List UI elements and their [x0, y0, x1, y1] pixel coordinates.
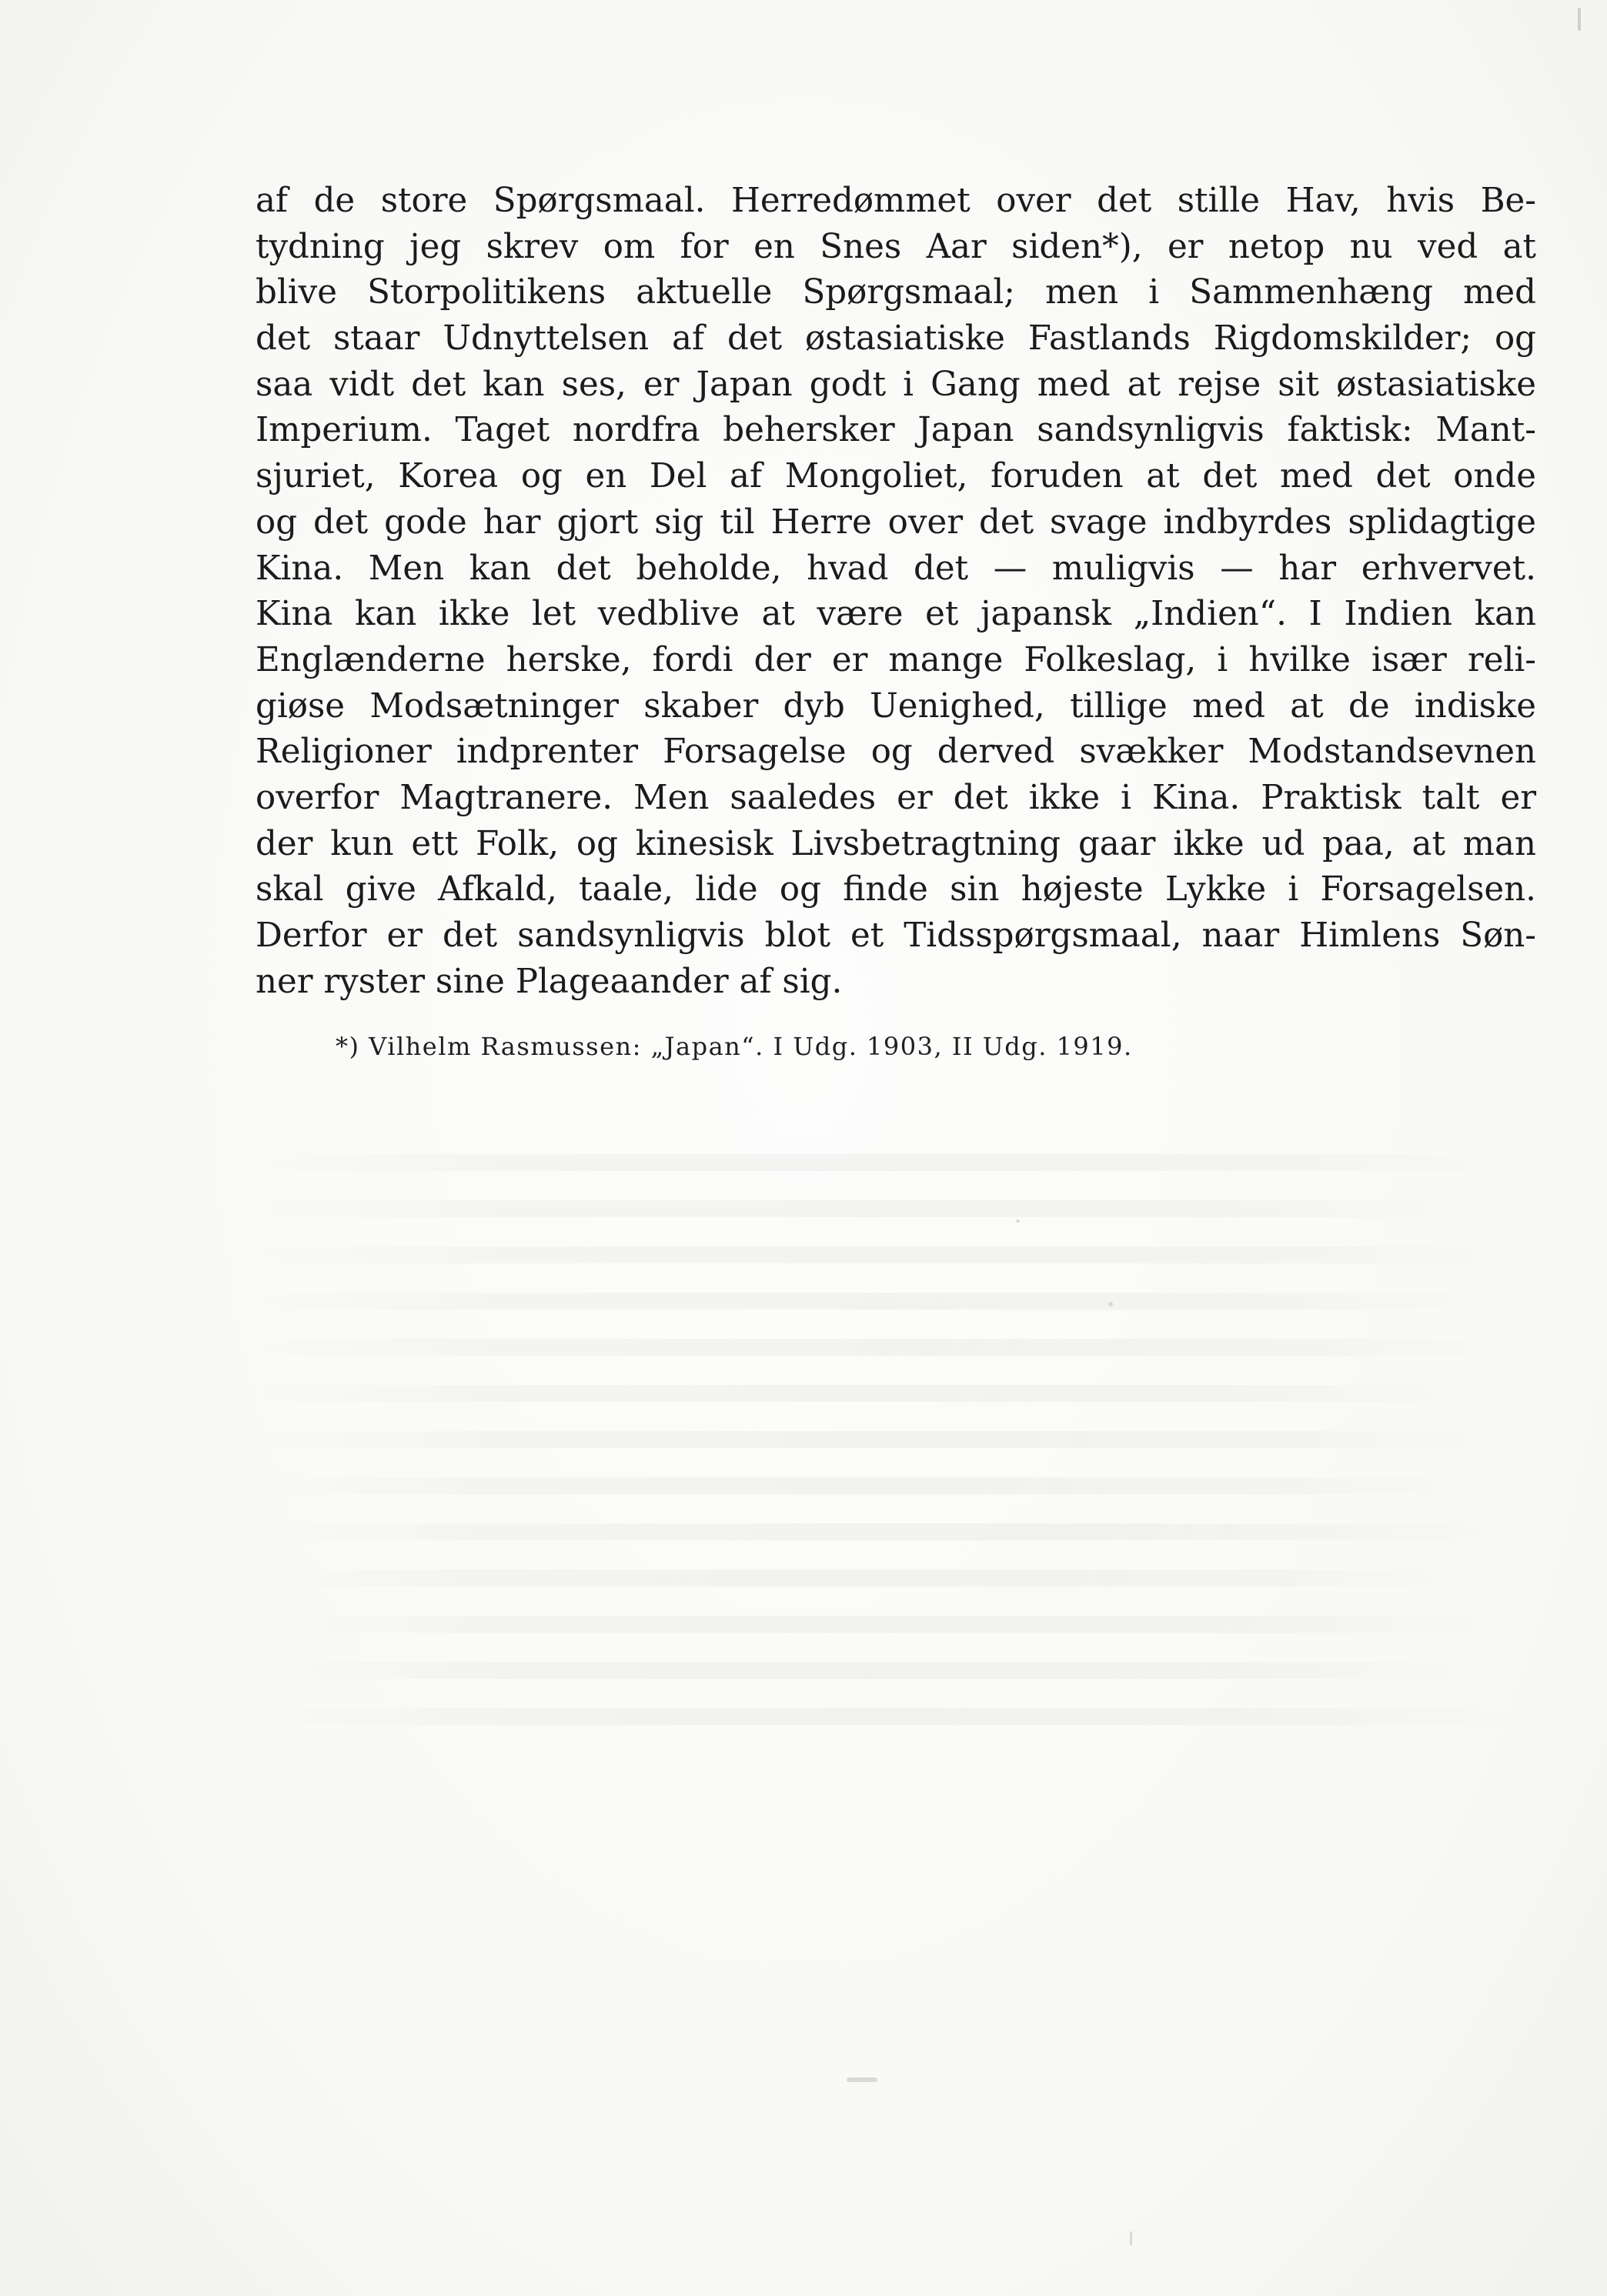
text-line: af de store Spørgsmaal. Herredømmet over det stille Hav, hvis Be-: [256, 182, 1536, 220]
text-line: sjuriet, Korea og en Del af Mongoliet, foruden at det med det onde: [256, 457, 1536, 496]
text-line: blive Storpolitikens aktuelle Spørgsmaal; men i Sammenhæng med: [256, 273, 1536, 312]
text-line: Derfor er det sandsynligvis blot et Tidsspørgsmaal, naar Himlens Søn-: [256, 916, 1536, 955]
show-through-line: [254, 1339, 1516, 1356]
show-through-line: [254, 1662, 1485, 1679]
text-line: saa vidt det kan ses, er Japan godt i Gang med at rejse sit østasiatiske: [256, 365, 1536, 404]
show-through-line: [254, 1293, 1501, 1310]
text-line: Englænderne herske, fordi der er mange Folkeslag, i hvilke især reli-: [256, 640, 1536, 679]
footnote: *) Vilhelm Rasmussen: „Japan“. I Udg. 1903, II Udg. 1919.: [336, 1032, 1133, 1061]
paper-speck: [1130, 2231, 1132, 2245]
text-line: der kun ett Folk, og kinesisk Livsbetragtning gaar ikke ud paa, at man: [256, 824, 1536, 863]
show-through-line: [254, 1200, 1485, 1217]
show-through-line: [254, 1431, 1508, 1448]
paper-speck: [1016, 1220, 1020, 1223]
text-line: giøse Modsætninger skaber dyb Uenighed, tillige med at de indiske: [256, 686, 1536, 726]
paper-speck: [1108, 1302, 1113, 1307]
text-line: Imperium. Taget nordfra behersker Japan sandsynligvis faktisk: Mant-: [256, 411, 1536, 450]
text-line: overfor Magtranere. Men saaledes er det ikke i Kina. Praktisk talt er: [256, 778, 1536, 817]
paper-speck: [847, 2077, 877, 2082]
show-through-line: [254, 1616, 1508, 1633]
show-through-line: [254, 1523, 1516, 1540]
text-line: det staar Udnyttelsen af det østasiatiske Fastlands Rigdomskilder; og: [256, 319, 1536, 359]
text-line: Religioner indprenter Forsagelse og derved svækker Modstandsevnen: [256, 733, 1536, 772]
body-text: [256, 179, 1536, 1005]
paper-speck: [1578, 8, 1581, 31]
show-through-line: [254, 1246, 1524, 1263]
text-line: Kina. Men kan det beholde, hvad det — muligvis — har erhvervet.: [256, 549, 1536, 588]
text-line: skal give Afkald, taale, lide og finde sin højeste Lykke i Forsagelsen.: [256, 870, 1536, 909]
show-through-line: [254, 1708, 1516, 1725]
text-line: og det gode har gjort sig til Herre over det svage indbyrdes splidagtige: [256, 502, 1536, 542]
show-through-line: [254, 1570, 1470, 1587]
text-line: tydning jeg skrev om for en Snes Aar siden*), er netop nu ved at: [256, 227, 1536, 266]
show-through-line: [254, 1154, 1516, 1171]
show-through-line: [254, 1385, 1485, 1402]
text-line: ner ryster sine Plageaander af sig.: [256, 962, 843, 1001]
text-line: Kina kan ikke let vedblive at være et japansk „Indien“. I Indien kan: [256, 595, 1536, 634]
show-through-line: [254, 1477, 1485, 1494]
